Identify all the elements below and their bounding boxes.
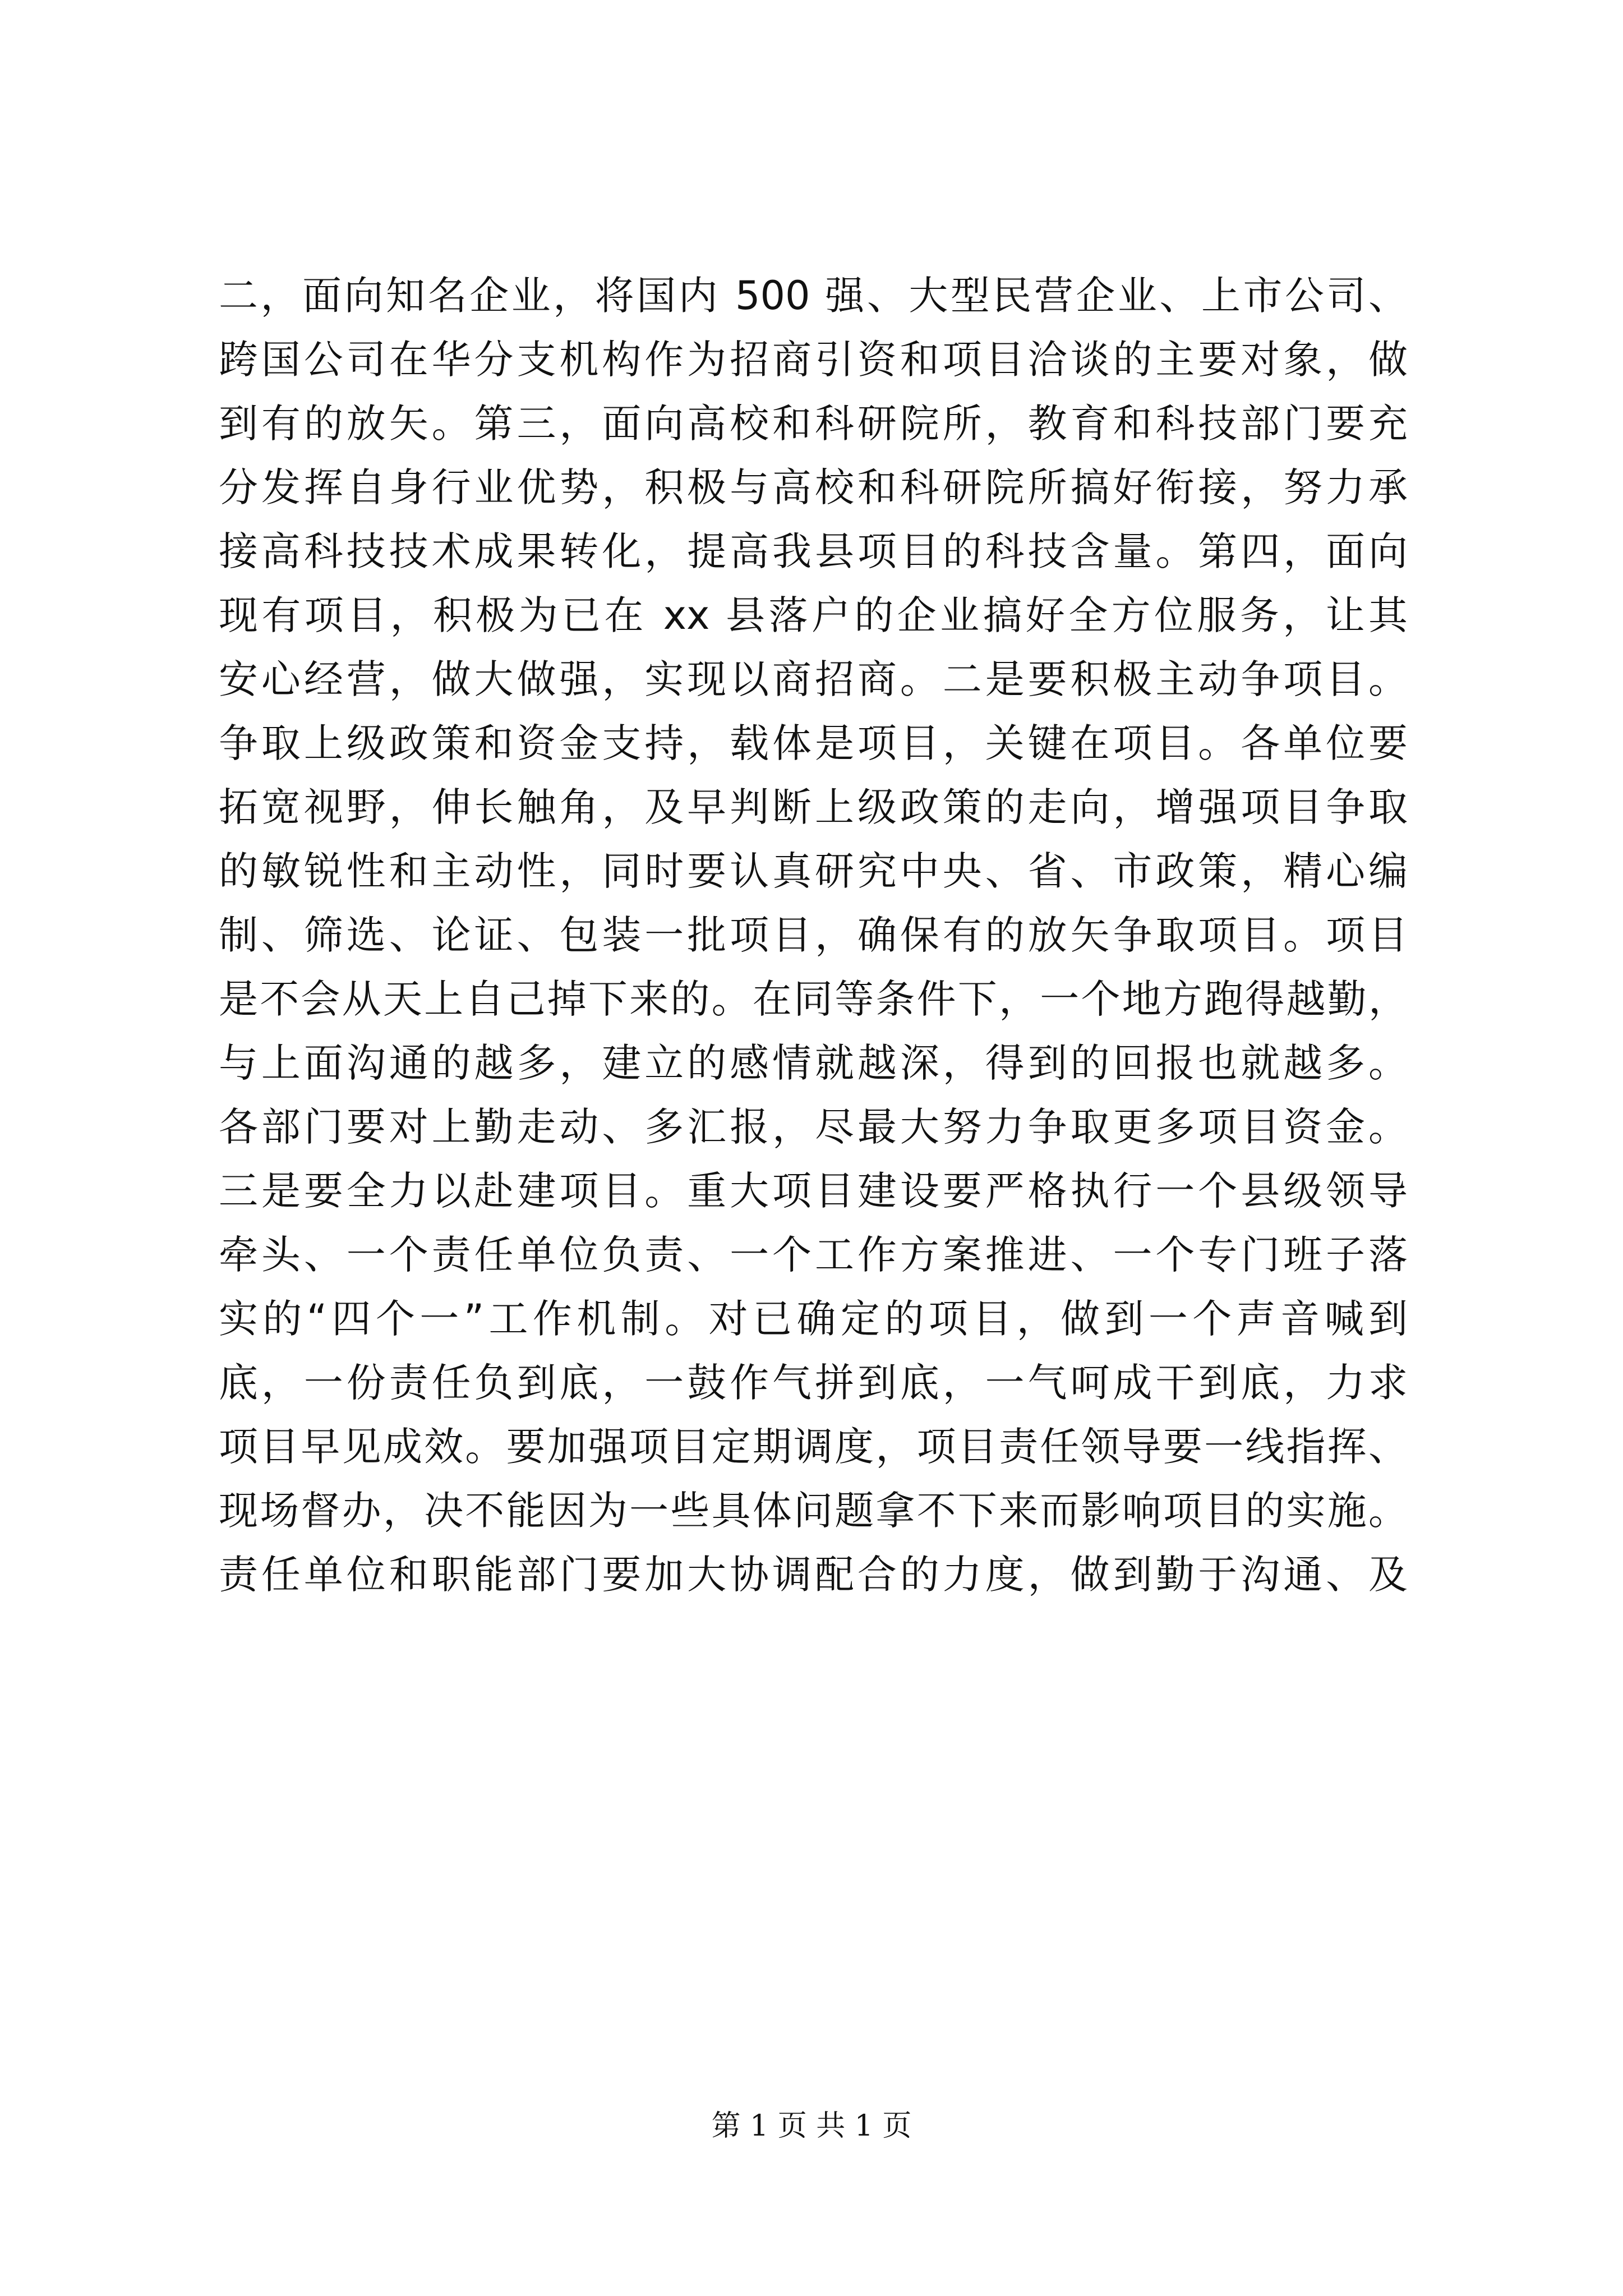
body-text	[219, 264, 1408, 1607]
text-line: 是不会从天上自己掉下来的。在同等条件下，一个地方跑得越勤，	[219, 976, 1408, 1022]
text-line: 制、筛选、论证、包装一批项目，确保有的放矢争取项目。项目	[219, 912, 1408, 958]
text-line: 各部门要对上勤走动、多汇报，尽最大努力争取更多项目资金。	[219, 1104, 1408, 1150]
text-line: 实的“四个一”工作机制。对已确定的项目，做到一个声音喊到	[219, 1296, 1408, 1342]
text-line: 分发挥自身行业优势，积极与高校和科研院所搞好衔接，努力承	[219, 464, 1408, 510]
text-line: 接高科技技术成果转化，提高我县项目的科技含量。第四，面向	[219, 528, 1408, 574]
text-line: 现有项目，积极为已在 xx 县落户的企业搞好全方位服务，让其	[219, 592, 1408, 638]
page-footer: 第 1 页 共 1 页	[711, 2109, 912, 2143]
text-line: 二，面向知名企业，将国内 500 强、大型民营企业、上市公司、	[219, 273, 1408, 319]
text-line: 争取上级政策和资金支持，载体是项目，关键在项目。各单位要	[219, 720, 1408, 766]
text-line: 项目早见成效。要加强项目定期调度，项目责任领导要一线指挥、	[219, 1424, 1408, 1470]
text-line: 底，一份责任负到底，一鼓作气拼到底，一气呵成干到底，力求	[219, 1360, 1408, 1406]
text-line: 跨国公司在华分支机构作为招商引资和项目洽谈的主要对象，做	[219, 337, 1408, 383]
text-line: 安心经营，做大做强，实现以商招商。二是要积极主动争项目。	[219, 656, 1408, 702]
text-line: 与上面沟通的越多，建立的感情就越深，得到的回报也就越多。	[219, 1040, 1408, 1086]
text-line: 责任单位和职能部门要加大协调配合的力度，做到勤于沟通、及	[219, 1552, 1408, 1598]
text-line: 的敏锐性和主动性，同时要认真研究中央、省、市政策，精心编	[219, 848, 1408, 894]
text-line: 三是要全力以赴建项目。重大项目建设要严格执行一个县级领导	[219, 1168, 1408, 1214]
text-line: 牵头、一个责任单位负责、一个工作方案推进、一个专门班子落	[219, 1232, 1408, 1278]
text-line: 现场督办，决不能因为一些具体问题拿不下来而影响项目的实施。	[219, 1488, 1408, 1534]
text-line: 到有的放矢。第三，面向高校和科研院所，教育和科技部门要充	[219, 401, 1408, 447]
text-line: 拓宽视野，伸长触角，及早判断上级政策的走向，增强项目争取	[219, 784, 1408, 830]
